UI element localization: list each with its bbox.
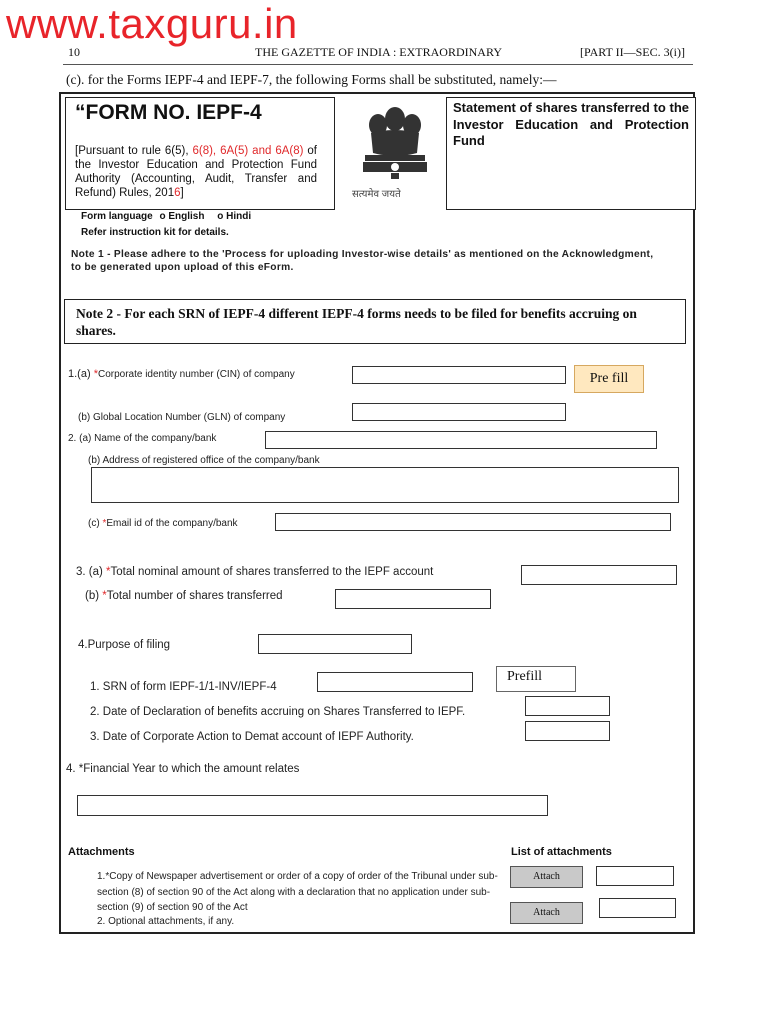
emblem-caption: सत्यमेव जयते — [352, 189, 401, 200]
cin-input[interactable] — [352, 366, 566, 384]
pursuant-text-cont: of the Investor Education and Protection Fund Authority (Accounting, Audit, Transfer and Refund) Rules, 201 — [75, 145, 317, 199]
form-language-row — [81, 211, 251, 222]
address-input[interactable] — [91, 467, 679, 503]
attach-button-2[interactable]: Attach — [510, 902, 583, 924]
list-of-attachments-heading: List of attachments — [511, 846, 612, 858]
gazette-title: THE GAZETTE OF INDIA : EXTRAORDINARY — [255, 45, 502, 59]
language-hindi-radio[interactable]: o Hindi — [217, 211, 252, 222]
note-1: Note 1 - Please adhere to the 'Process for uploading Investor-wise details' as mentioned on the Acknowledgment, to be generated upon upload of this eForm. — [71, 249, 654, 273]
srn-prefill-button[interactable]: Prefill — [496, 666, 576, 692]
financial-year-input[interactable] — [77, 795, 548, 816]
required-mark: * — [93, 368, 98, 380]
number-prefix: (b) — [85, 590, 103, 602]
attachments-heading: Attachments — [68, 846, 135, 858]
state-emblem-icon — [345, 97, 445, 189]
email-input[interactable] — [275, 513, 671, 531]
financial-year-label: 4. *Financial Year to which the amount relates — [66, 763, 300, 775]
srn-input[interactable] — [317, 672, 473, 692]
header-rule — [63, 64, 693, 65]
srn-label: 1. SRN of form IEPF-1/1-INV/IEPF-4 — [90, 681, 277, 693]
form-pursuant — [75, 144, 317, 200]
pursuant-rules-highlight: 6(8), 6A(5) and 6A(8) — [192, 145, 304, 157]
pursuant-text: [Pursuant to rule 6(5), — [75, 145, 193, 157]
watermark: www.taxguru.in — [6, 0, 298, 47]
required-mark: * — [102, 590, 107, 602]
attachment-item-2: 2. Optional attachments, if any. — [97, 916, 235, 927]
number-label-text: Total number of shares transferred — [106, 590, 283, 602]
date-declaration-input[interactable] — [525, 696, 610, 716]
number-shares-label — [85, 590, 283, 602]
attachment-list-1[interactable] — [596, 866, 674, 886]
nominal-amount-label — [76, 566, 433, 578]
prefill-button[interactable]: Pre fill — [574, 365, 644, 393]
email-label-text: Email id of the company/bank — [106, 518, 238, 529]
number-shares-input[interactable] — [335, 589, 491, 609]
pursuant-year-highlight: 6 — [174, 187, 181, 199]
nominal-prefix: 3. (a) — [76, 566, 107, 578]
date-corporate-action-label: 3. Date of Corporate Action to Demat account of IEPF Authority. — [90, 731, 414, 743]
date-corporate-action-input[interactable] — [525, 721, 610, 741]
pursuant-close: ] — [180, 187, 184, 199]
email-label — [88, 518, 238, 529]
page-number: 10 — [68, 45, 80, 59]
nominal-label-text: Total nominal amount of shares transferred to the IEPF account — [110, 566, 434, 578]
instruction-kit-text: Refer instruction kit for details. — [81, 227, 229, 238]
company-name-label: 2. (a) Name of the company/bank — [68, 433, 217, 444]
gln-label: (b) Global Location Number (GLN) of company — [78, 412, 286, 423]
address-label: (b) Address of registered office of the company/bank — [88, 455, 320, 466]
note-2: Note 2 - For each SRN of IEPF-4 different IEPF-4 forms needs to be filed for benefits accruing on shares. — [76, 306, 637, 338]
attach-button-1[interactable]: Attach — [510, 866, 583, 888]
gazette-part: [PART II—SEC. 3(i)] — [580, 45, 685, 59]
cin-label-text: Corporate identity number (CIN) of company — [97, 369, 295, 380]
cin-label — [68, 368, 295, 380]
purpose-label: 4.Purpose of filing — [78, 639, 171, 651]
company-name-input[interactable] — [265, 431, 657, 449]
form-number: “FORM NO. IEPF-4 — [75, 101, 262, 124]
form-language-label: Form language — [81, 211, 153, 222]
gln-input[interactable] — [352, 403, 566, 421]
cin-prefix: 1.(a) — [68, 368, 94, 380]
email-prefix: (c) — [88, 518, 103, 529]
form-statement: Statement of shares transferred to the Investor Education and Protection Fund — [453, 100, 689, 148]
attachment-list-2[interactable] — [599, 898, 676, 918]
purpose-select[interactable] — [258, 634, 412, 654]
required-mark: * — [102, 518, 107, 529]
required-mark: * — [106, 566, 111, 578]
nominal-amount-input[interactable] — [521, 565, 677, 585]
date-declaration-label: 2. Date of Declaration of benefits accruing on Shares Transferred to IEPF. — [90, 706, 466, 718]
intro-text: (c). for the Forms IEPF-4 and IEPF-7, the following Forms shall be substituted, namely:— — [66, 72, 557, 87]
attachment-item-1: 1.*Copy of Newspaper advertisement or order of a copy of order of the Tribunal under sub-section (8) of section 90 of the Act along with a declaration that no application under sub-section (9) of section 90 of the Act — [97, 871, 498, 913]
language-english-radio[interactable]: o English — [159, 211, 205, 222]
